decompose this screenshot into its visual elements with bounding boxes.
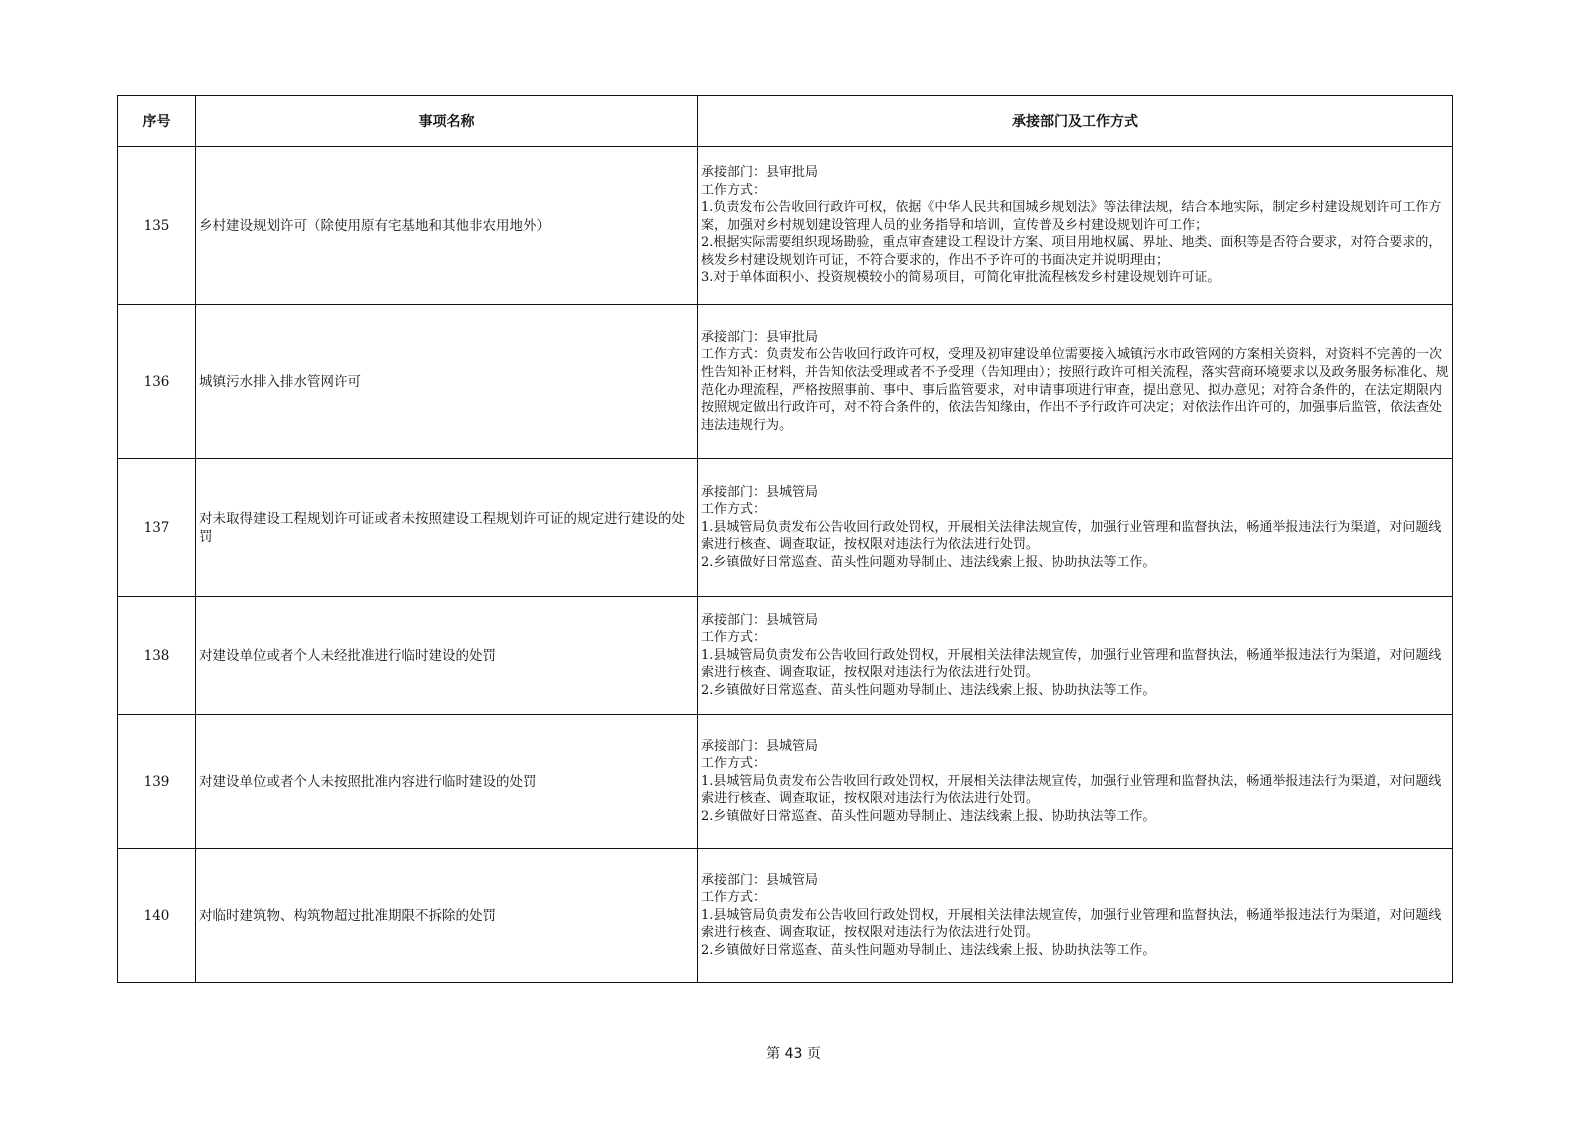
work-line: 承接部门：县城管局 — [701, 612, 819, 628]
work-line: 2.乡镇做好日常巡查、苗头性问题劝导制止、违法线索上报、协助执法等工作。 — [701, 554, 1156, 570]
work-line: 承接部门：县审批局 — [701, 164, 819, 180]
table-header-row — [118, 96, 1453, 147]
row-department-method — [698, 147, 1453, 305]
work-line: 承接部门：县城管局 — [701, 872, 819, 888]
header-department-method: 承接部门及工作方式 — [698, 96, 1453, 147]
table-row — [118, 305, 1453, 459]
row-matter-name: 乡村建设规划许可（除使用原有宅基地和其他非农用地外） — [196, 147, 698, 305]
table-row — [118, 597, 1453, 715]
row-serial-number: 140 — [118, 849, 196, 983]
work-line: 1.负责发布公告收回行政许可权，依据《中华人民共和国城乡规划法》等法律法规，结合本地实际，制定乡村建设规划许可工作方案，加强对乡村规划建设管理人员的业务指导和培训，宣传普及乡村建设规划许可工作； — [701, 200, 1442, 233]
work-line: 工作方式： — [701, 756, 767, 772]
row-serial-number: 137 — [118, 459, 196, 597]
row-department-method — [698, 597, 1453, 715]
work-line: 工作方式： — [701, 502, 767, 518]
row-serial-number: 136 — [118, 305, 196, 459]
work-line: 1.县城管局负责发布公告收回行政处罚权，开展相关法律法规宣传，加强行业管理和监督执法，畅通举报违法行为渠道，对问题线索进行核查、调查取证，按权限对违法行为依法进行处罚。 — [701, 907, 1442, 941]
table-row — [118, 459, 1453, 597]
work-line: 工作方式： — [701, 182, 767, 198]
work-line: 2.乡镇做好日常巡查、苗头性问题劝导制止、违法线索上报、协助执法等工作。 — [701, 808, 1156, 824]
work-line: 1.县城管局负责发布公告收回行政处罚权，开展相关法律法规宣传，加强行业管理和监督执法，畅通举报违法行为渠道，对问题线索进行核查、调查取证，按权限对违法行为依法进行处罚。 — [701, 519, 1442, 553]
row-matter-name: 对临时建筑物、构筑物超过批准期限不拆除的处罚 — [196, 849, 698, 983]
row-department-method — [698, 715, 1453, 849]
work-line: 承接部门：县审批局 — [701, 329, 819, 345]
row-serial-number: 138 — [118, 597, 196, 715]
work-line: 承接部门：县城管局 — [701, 738, 819, 754]
row-department-method — [698, 849, 1453, 983]
work-line: 承接部门：县城管局 — [701, 484, 819, 500]
work-line: 工作方式：负责发布公告收回行政许可权，受理及初审建设单位需要接入城镇污水市政管网的方案相关资料，对资料不完善的一次性告知补正材料，并告知依法受理或者不予受理（告知理由）；按照行政许可相关流程，落实营商环境要求以及政务服务标准化、规范化办理流程，严格按照事前、事中、事后监管要求，对申请事项进行审查，提出意见、拟办意见；对符合条件的，在法定期限内按照规定做出行政许可，对不符合条件的，依法告知缘由，作出不予行政许可决定；对依法作出许可的，加强事后监管，依法查处违法违规行为。 — [701, 347, 1449, 433]
work-line: 1.县城管局负责发布公告收回行政处罚权，开展相关法律法规宣传，加强行业管理和监督执法，畅通举报违法行为渠道，对问题线索进行核查、调查取证，按权限对违法行为依法进行处罚。 — [701, 773, 1442, 807]
work-line: 工作方式： — [701, 630, 767, 646]
work-line: 2.根据实际需要组织现场勘验，重点审查建设工程设计方案、项目用地权属、界址、地类、面积等是否符合要求，对符合要求的，核发乡村建设规划许可证，不符合要求的，作出不予许可的书面决定并说明理由； — [701, 235, 1442, 268]
row-department-method — [698, 305, 1453, 459]
row-matter-name: 对建设单位或者个人未经批准进行临时建设的处罚 — [196, 597, 698, 715]
header-serial-number: 序号 — [118, 96, 196, 147]
work-line: 工作方式： — [701, 890, 767, 906]
work-line: 2.乡镇做好日常巡查、苗头性问题劝导制止、违法线索上报、协助执法等工作。 — [701, 682, 1156, 698]
header-matter-name: 事项名称 — [196, 96, 698, 147]
work-line: 3.对于单体面积小、投资规模较小的简易项目，可简化审批流程核发乡村建设规划许可证。 — [701, 270, 1221, 286]
row-serial-number: 139 — [118, 715, 196, 849]
row-serial-number: 135 — [118, 147, 196, 305]
table-row — [118, 715, 1453, 849]
row-matter-name: 城镇污水排入排水管网许可 — [196, 305, 698, 459]
row-department-method — [698, 459, 1453, 597]
matters-table — [117, 95, 1453, 983]
table-row — [118, 849, 1453, 983]
work-line: 2.乡镇做好日常巡查、苗头性问题劝导制止、违法线索上报、协助执法等工作。 — [701, 942, 1156, 958]
table-row — [118, 147, 1453, 305]
row-matter-name: 对建设单位或者个人未按照批准内容进行临时建设的处罚 — [196, 715, 698, 849]
page-number: 第 43 页 — [766, 1046, 821, 1062]
work-line: 1.县城管局负责发布公告收回行政处罚权，开展相关法律法规宣传，加强行业管理和监督执法，畅通举报违法行为渠道，对问题线索进行核查、调查取证，按权限对违法行为依法进行处罚。 — [701, 647, 1442, 681]
row-matter-name: 对未取得建设工程规划许可证或者未按照建设工程规划许可证的规定进行建设的处罚 — [196, 459, 698, 597]
